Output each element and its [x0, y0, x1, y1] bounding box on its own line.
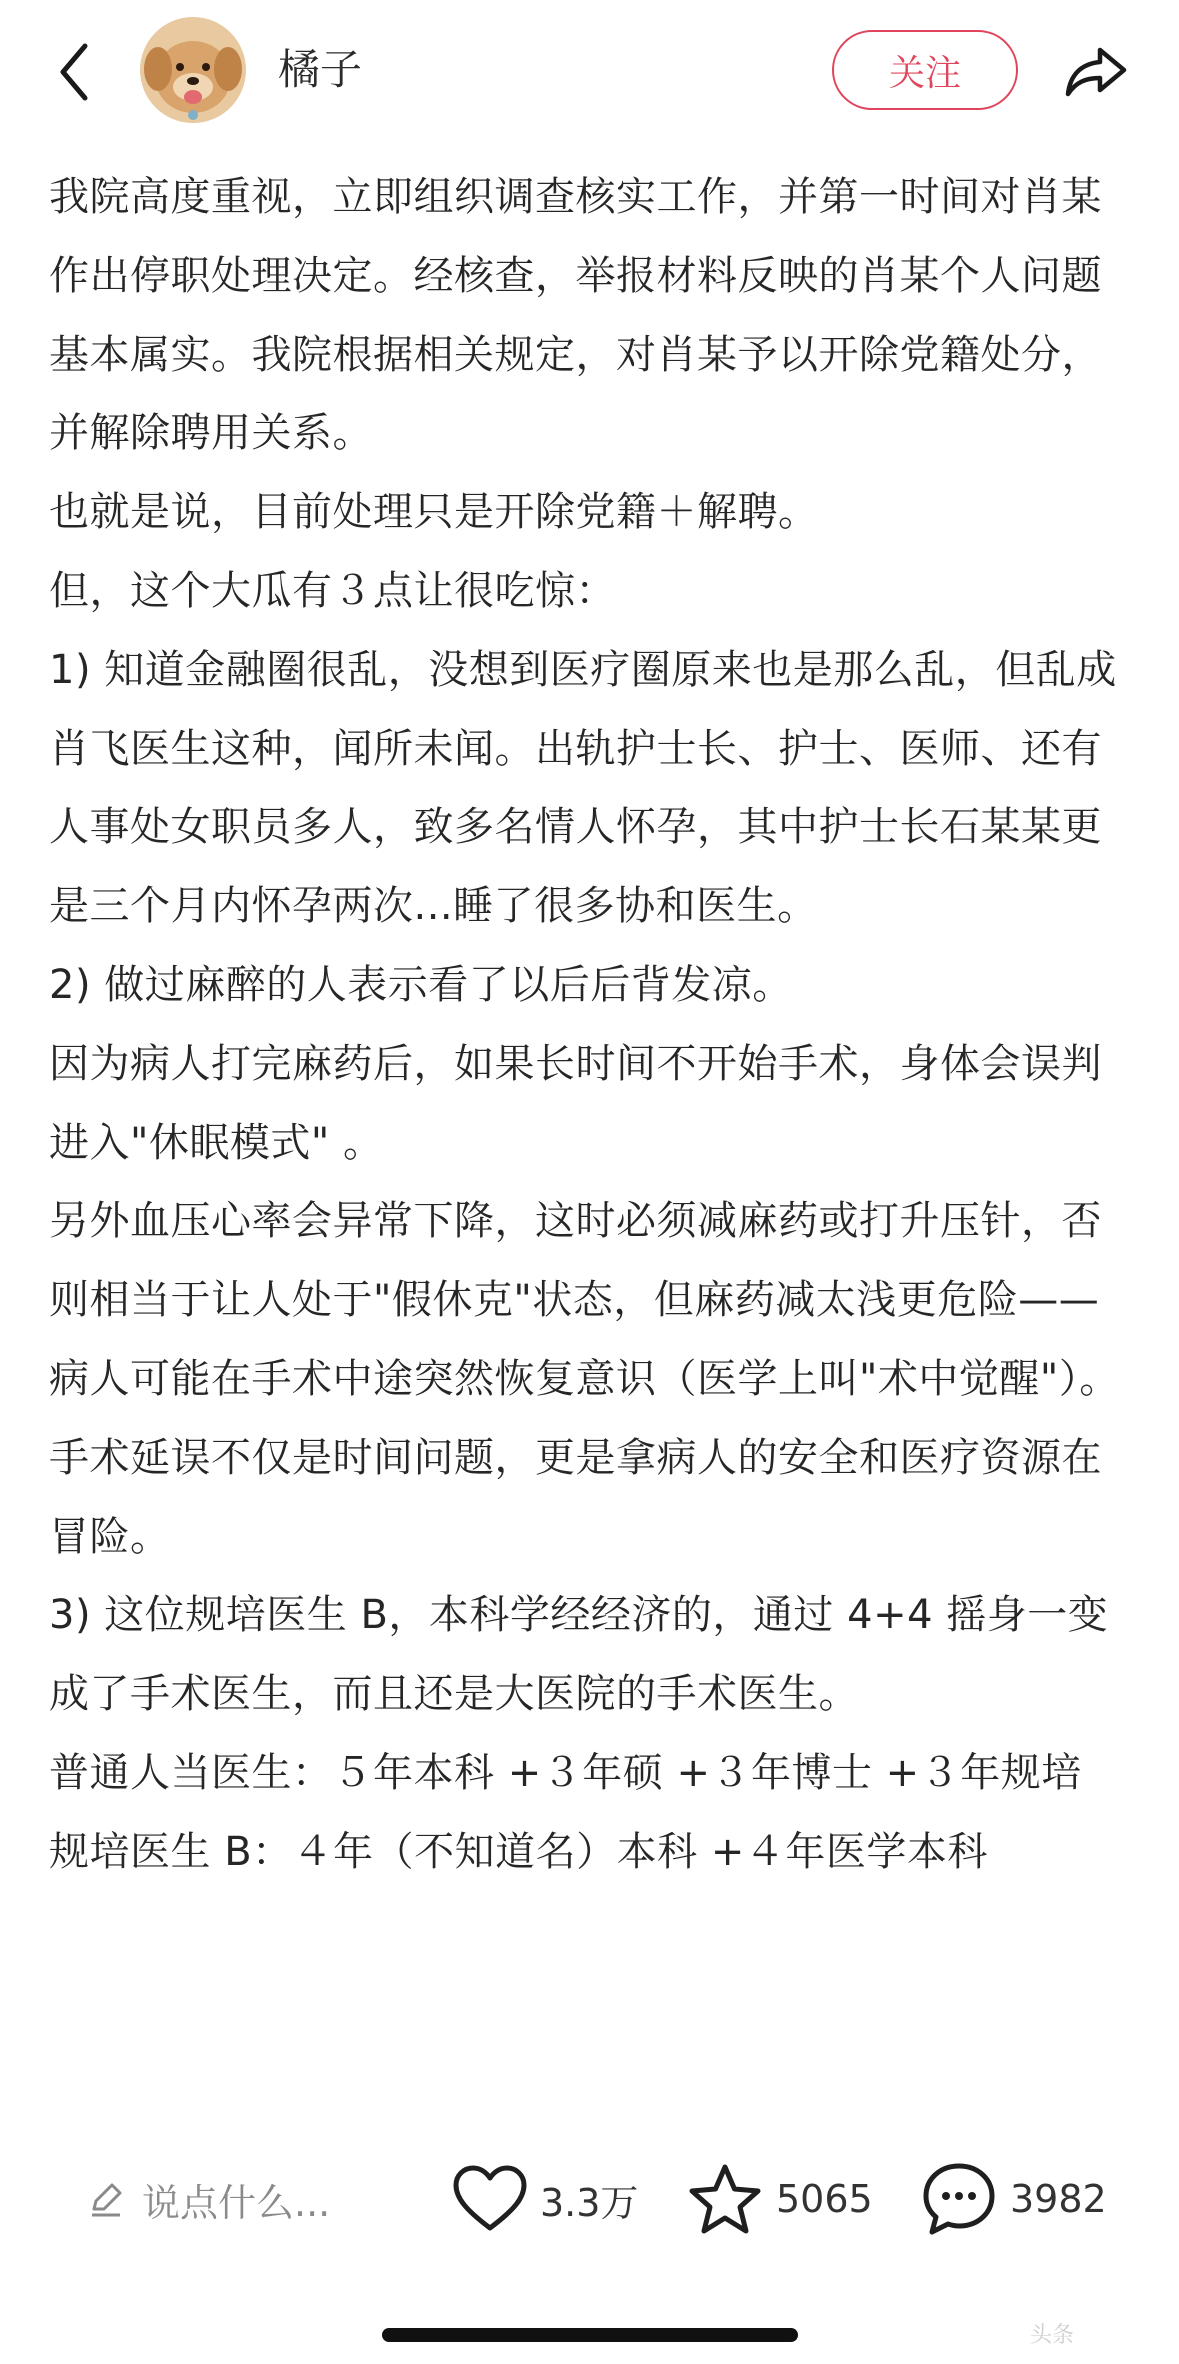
favorite-count: 5065 — [776, 2177, 873, 2221]
post-paragraph: 2) 做过麻醉的人表示看了以后后背发凉。 — [49, 961, 793, 1008]
post-paragraph: 但，这个大瓜有３点让很吃惊： — [49, 567, 616, 614]
chevron-left-icon — [57, 42, 91, 102]
like-button[interactable] — [452, 2156, 638, 2242]
comment-input[interactable] — [86, 2164, 330, 2234]
post-paragraph: 规培医生 B：４年（不知道名）本科 +４年医学本科 — [49, 1828, 988, 1875]
pencil-icon — [86, 2179, 126, 2219]
post-paragraph: 也就是说，目前处理只是开除党籍＋解聘。 — [49, 489, 819, 536]
post-paragraph: 1) 知道金融圈很乱，没想到医疗圈原来也是那么乱，但乱成肖飞医生这种，闻所未闻。出轨护士长、护士、医师、还有人事处女职员多人，致多名情人怀孕，其中护士长石某某更是三个月内怀孕两次...睡了很多协和医生。 — [49, 646, 1117, 930]
post-paragraph: 我院高度重视，立即组织调查核实工作，并第一时间对肖某作出停职处理决定。经核查，举报材料反映的肖某个人问题基本属实。我院根据相关规定，对肖某予以开除党籍处分，并解除聘用关系。 — [49, 174, 1102, 457]
star-icon — [686, 2162, 764, 2236]
post-paragraph: 另外血压心率会异常下降，这时必须减麻药或打升压针，否则相当于让人处于"假休克"状态，但麻药减太浅更危险——病人可能在手术中途突然恢复意识（医学上叫"术中觉醒"）。 — [49, 1198, 1120, 1402]
author-avatar[interactable] — [140, 17, 246, 123]
post-paragraph: 普通人当医生：５年本科 +３年硕 +３年博士 +３年规培 — [49, 1749, 1082, 1796]
back-button[interactable] — [44, 34, 104, 110]
share-button[interactable] — [1058, 36, 1134, 108]
author-name[interactable]: 橘子 — [278, 45, 363, 94]
watermark: 头条 — [1030, 2323, 1075, 2348]
home-indicator[interactable] — [382, 2328, 798, 2342]
follow-button-label: 关注 — [888, 52, 961, 94]
bottom-action-bar — [0, 2116, 1179, 2276]
post-paragraph: 3) 这位规培医生 B，本科学经经济的，通过 4+4 摇身一变成了手术医生，而且还是大医院的手术医生。 — [49, 1592, 1109, 1718]
chat-bubble-icon — [920, 2160, 998, 2238]
heart-icon — [452, 2164, 528, 2234]
dog-avatar-image — [140, 17, 246, 123]
comment-placeholder: 说点什么... — [142, 2180, 331, 2225]
comment-count: 3982 — [1010, 2177, 1107, 2221]
favorite-button[interactable] — [686, 2156, 873, 2242]
share-arrow-icon — [1064, 44, 1128, 100]
top-navigation-bar — [0, 0, 1179, 150]
follow-button[interactable] — [832, 30, 1018, 110]
comment-button[interactable] — [920, 2156, 1107, 2242]
like-count: 3.3万 — [540, 2180, 639, 2225]
post-paragraph: 因为病人打完麻药后，如果长时间不开始手术，身体会误判进入"休眠模式" 。 — [49, 1040, 1102, 1166]
post-body — [49, 158, 1139, 2110]
post-paragraph: 手术延误不仅是时间问题，更是拿病人的安全和医疗资源在冒险。 — [49, 1434, 1102, 1560]
